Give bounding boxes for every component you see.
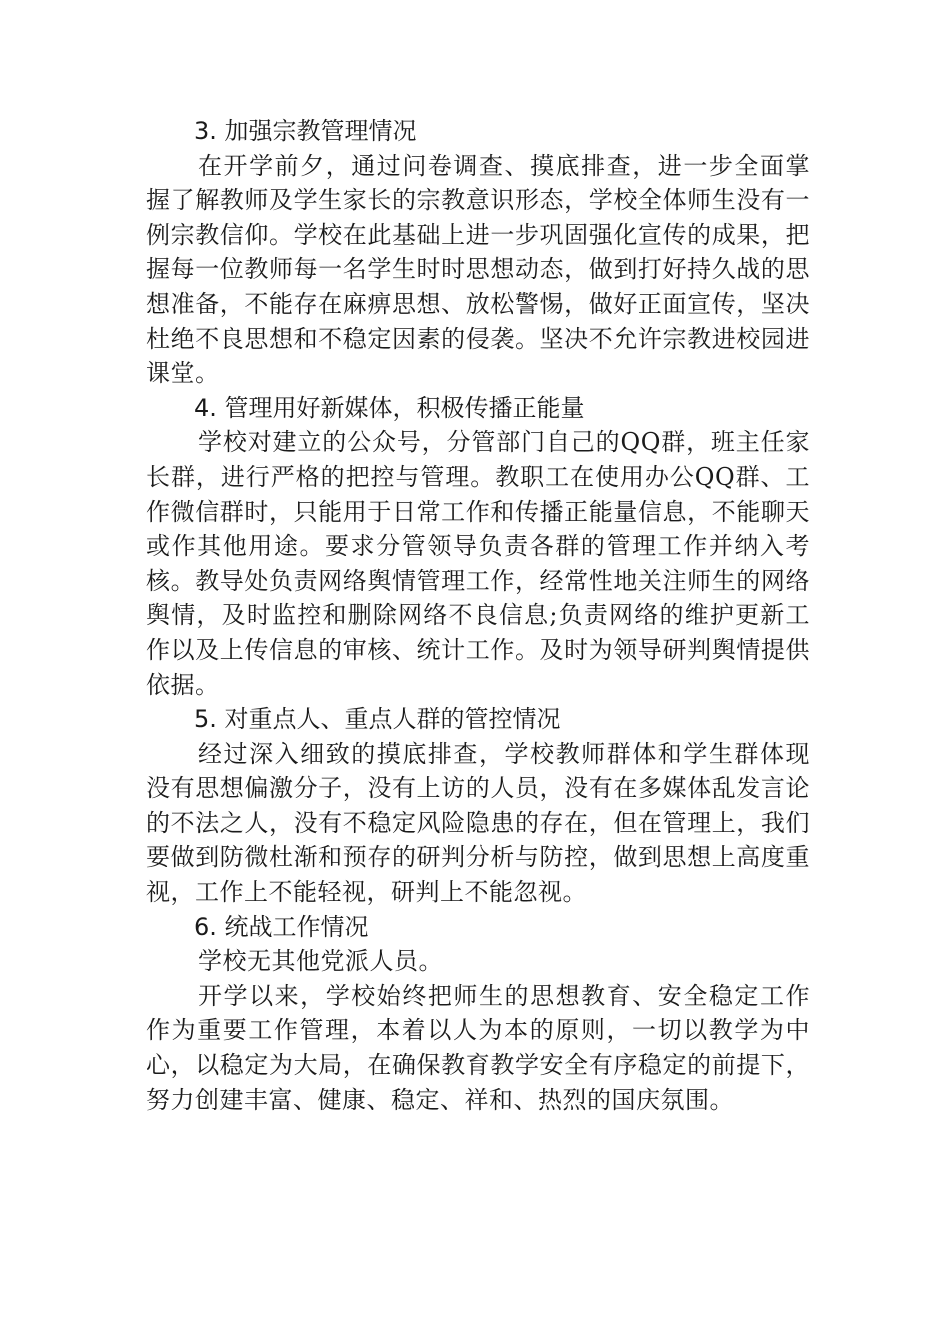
section-3-paragraph: 在开学前夕，通过问卷调查、摸底排查，进一步全面掌握了解教师及学生家长的宗教意识形态，学校全体师生没有一例宗教信仰。学校在此基础上进一步巩固强化宣传的成果，把握每一位教师每一名学生时时思想动态，做到打好持久战的思想准备，不能存在麻痹思想、放松警惕，做好正面宣传，坚决杜绝不良思想和不稳定因素的侵袭。坚决不允许宗教进校园进课堂。 (146, 151, 810, 388)
section-heading-3: 3. 加强宗教管理情况 (194, 117, 417, 145)
section-heading-4: 4. 管理用好新媒体，积极传播正能量 (194, 393, 585, 422)
document-body (146, 114, 810, 1117)
closing-paragraph: 开学以来，学校始终把师生的思想教育、安全稳定工作作为重要工作管理，本着以人为本的原则，一切以教学为中心，以稳定为大局，在确保教育教学安全有序稳定的前提下，努力创建丰富、健康、稳定、祥和、热烈的国庆氛围。 (146, 981, 810, 1114)
section-heading-6: 6. 统战工作情况 (194, 912, 369, 941)
section-heading-5: 5. 对重点人、重点人群的管控情况 (194, 705, 561, 734)
section-4-paragraph: 学校对建立的公众号，分管部门自己的QQ群，班主任家长群，进行严格的把控与管理。教职工在使用办公QQ群、工作微信群时，只能用于日常工作和传播正能量信息，不能聊天或作其他用途。要求分管领导负责各群的管理工作并纳入考核。教导处负责网络舆情管理工作，经常性地关注师生的网络舆情，及时监控和删除网络不良信息;负责网络的维护更新工作以及上传信息的审核、统计工作。及时为领导研判舆情提供依据。 (146, 428, 810, 699)
section-5-paragraph: 经过深入细致的摸底排查，学校教师群体和学生群体现没有思想偏激分子，没有上访的人员，没有在多媒体乱发言论的不法之人，没有不稳定风险隐患的存在，但在管理上，我们要做到防微杜渐和预存的研判分析与防控，做到思想上高度重视，工作上不能轻视，研判上不能忽视。 (146, 739, 810, 907)
section-6-paragraph: 学校无其他党派人员。 (198, 947, 443, 976)
